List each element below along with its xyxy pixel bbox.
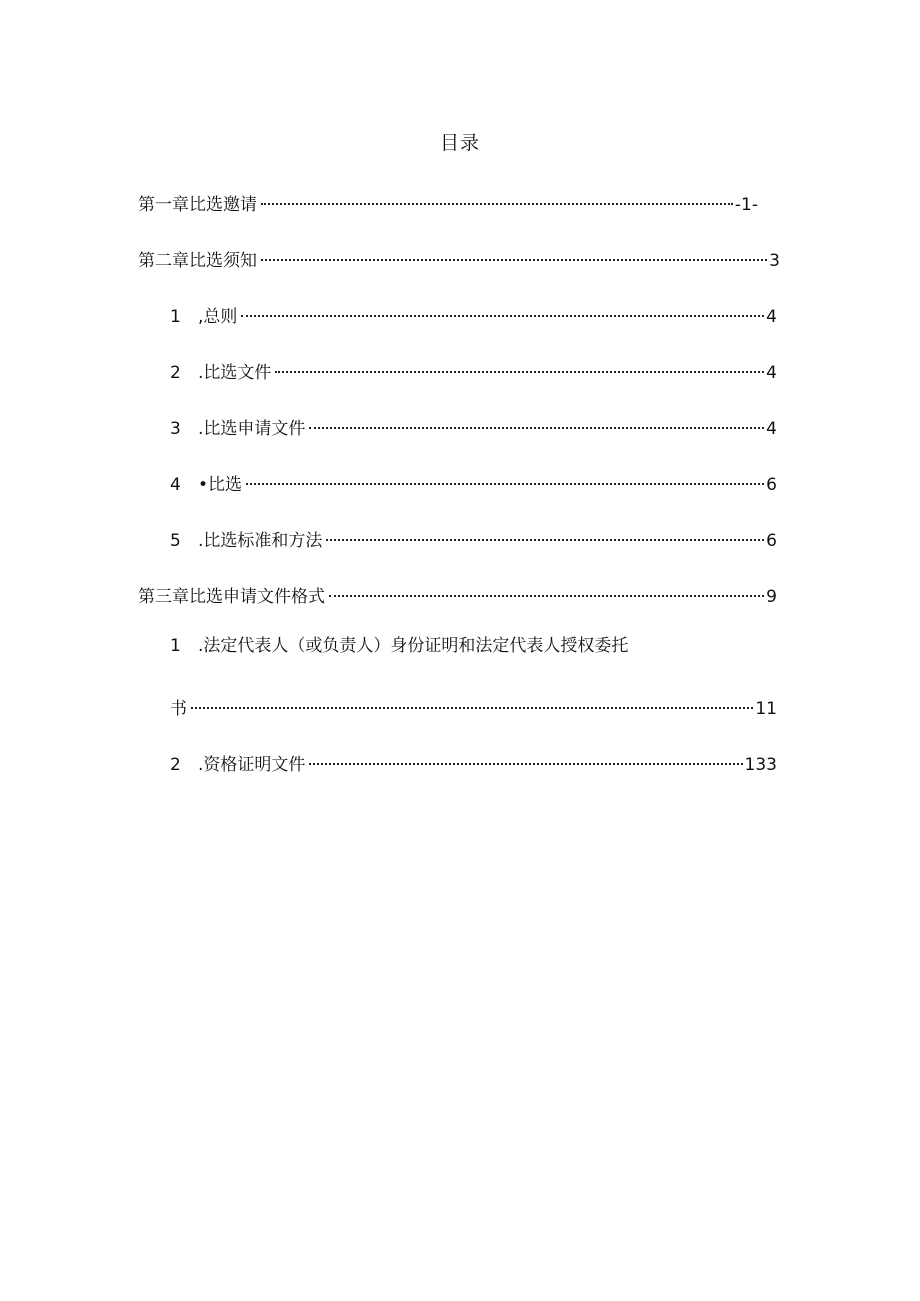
toc-leader-dots <box>329 578 764 602</box>
toc-entry-section-2-5[interactable] <box>170 522 777 551</box>
toc-leader-dots <box>309 746 742 770</box>
toc-leader-dots <box>261 186 733 210</box>
toc-page-number: 4 <box>766 307 777 327</box>
toc-page-number: 3 <box>769 251 780 271</box>
toc-page-number: 6 <box>766 475 777 495</box>
toc-entry-number: 1 <box>170 307 181 327</box>
toc-page-number: -1- <box>734 195 758 215</box>
toc-entry-text-continuation: 书 <box>170 699 187 719</box>
toc-entry-text: ,总则 <box>198 307 238 327</box>
toc-entry-chapter-1[interactable] <box>138 186 758 215</box>
toc-entry-text: 第二章比选须知 <box>138 251 257 271</box>
toc-page-number: 6 <box>766 531 777 551</box>
toc-entry-number: 4 <box>170 475 181 495</box>
toc-entry-number: 2 <box>170 755 181 775</box>
toc-leader-dots <box>241 298 764 322</box>
toc-entry-section-2-3[interactable] <box>170 410 777 439</box>
toc-leader-dots <box>261 242 767 266</box>
toc-entry-number: 2 <box>170 363 181 383</box>
toc-entry-text: .比选文件 <box>198 363 272 383</box>
toc-leader-dots <box>309 410 764 434</box>
toc-entry-text: .比选标准和方法 <box>198 531 323 551</box>
toc-entry-section-2-4[interactable] <box>170 466 777 495</box>
toc-leader-dots <box>275 354 764 378</box>
toc-page-number: 4 <box>766 363 777 383</box>
toc-leader-dots <box>326 522 764 546</box>
toc-entry-text: .比选申请文件 <box>198 419 306 439</box>
toc-entry-section-2-2[interactable] <box>170 354 777 383</box>
toc-entry-number: 1 <box>170 636 181 656</box>
toc-leader-dots <box>191 690 753 714</box>
toc-entry-text: 第三章比选申请文件格式 <box>138 587 325 607</box>
toc-entry-section-3-1-continuation[interactable] <box>170 690 777 719</box>
toc-leader-dots <box>246 466 764 490</box>
toc-entry-number: 3 <box>170 419 181 439</box>
toc-entry-chapter-3[interactable] <box>138 578 777 607</box>
toc-entry-text: 第一章比选邀请 <box>138 195 257 215</box>
toc-page-number: 4 <box>766 419 777 439</box>
toc-entry-section-3-1[interactable] <box>170 634 628 658</box>
toc-entry-text: •比选 <box>198 475 243 495</box>
toc-page-number: 11 <box>755 699 777 719</box>
toc-entry-text: .法定代表人（或负责人）身份证明和法定代表人授权委托 <box>198 636 629 656</box>
toc-entry-number: 5 <box>170 531 181 551</box>
toc-entry-chapter-2[interactable] <box>138 242 780 271</box>
toc-page-number: 9 <box>766 587 777 607</box>
toc-entry-text: .资格证明文件 <box>198 755 306 775</box>
toc-page-number: 133 <box>744 755 777 775</box>
toc-entry-section-2-1[interactable] <box>170 298 777 327</box>
toc-entry-section-3-2[interactable] <box>170 746 777 775</box>
toc-title: 目录 <box>439 132 480 154</box>
